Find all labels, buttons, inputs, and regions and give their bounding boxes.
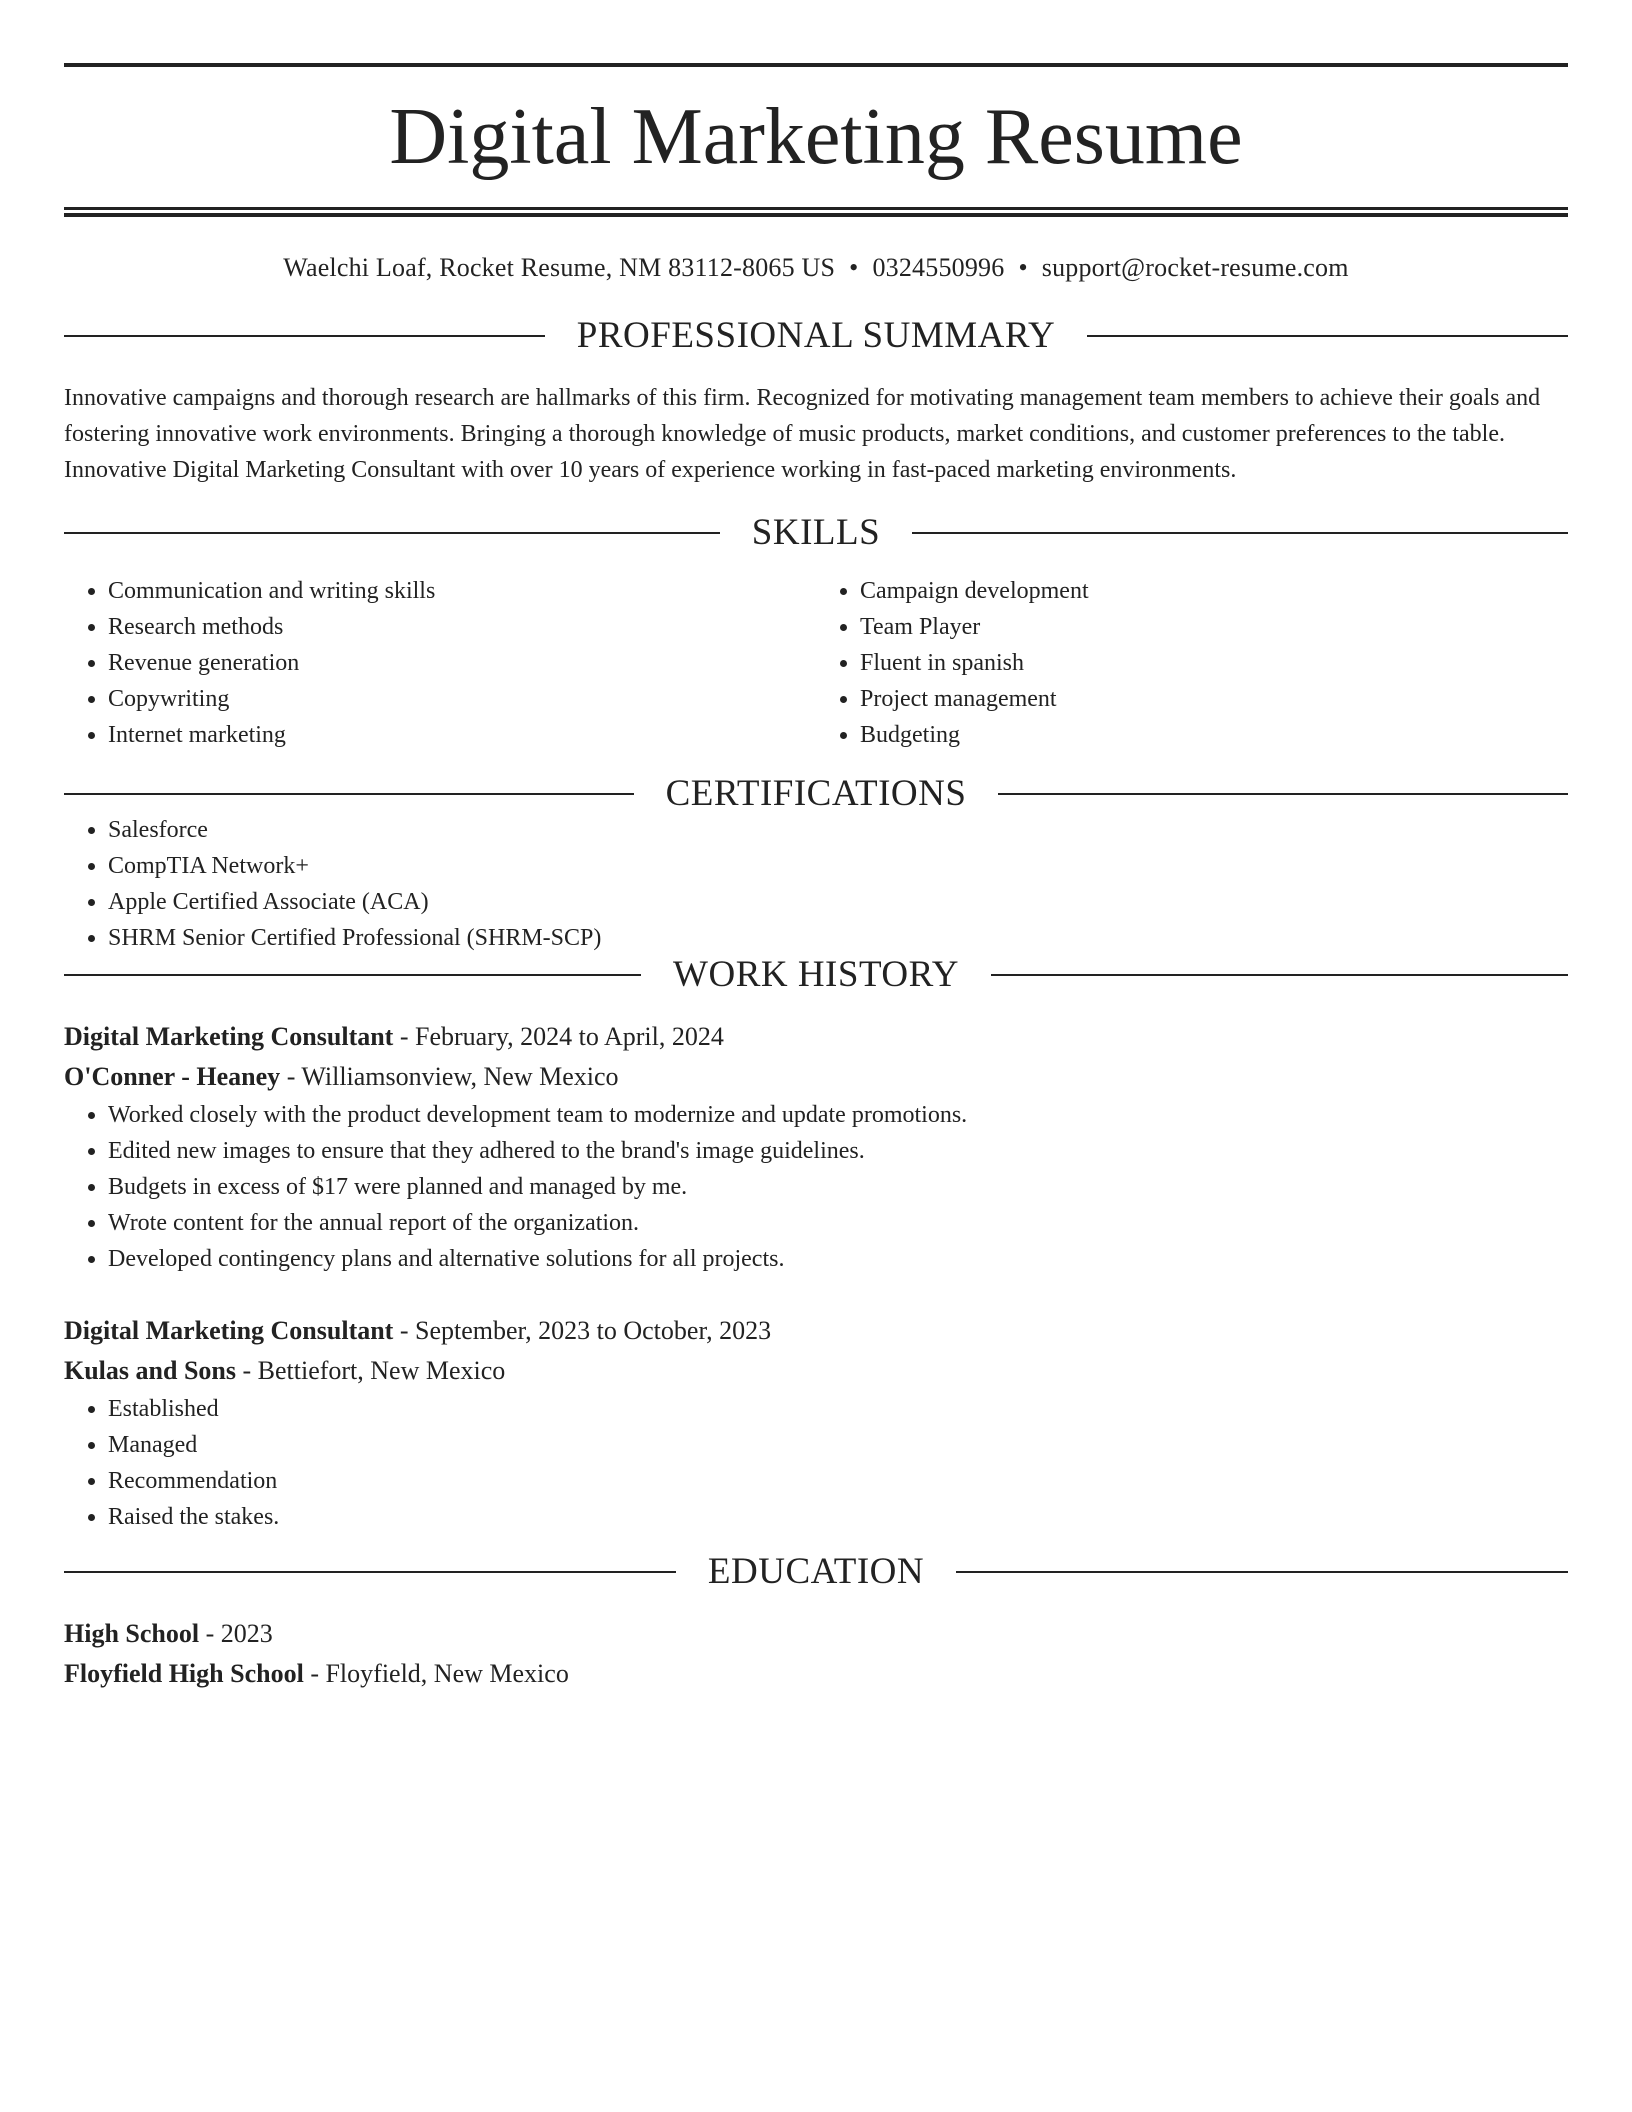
- job-company-line: [64, 1351, 1568, 1391]
- skill-item: • Internet marketing: [108, 717, 816, 753]
- job-duty: • Established: [108, 1391, 1568, 1427]
- certifications-heading-label: CERTIFICATIONS: [665, 773, 967, 814]
- contact-phone: 0324550996: [872, 253, 1005, 282]
- job-duty: • Worked closely with the product development team to modernize and update promotions.: [108, 1097, 1568, 1133]
- skill-item: • Fluent in spanish: [860, 645, 1568, 681]
- job-title-line: [64, 1311, 1568, 1351]
- job-company: O'Conner - Heaney: [64, 1062, 281, 1091]
- education-year: - 2023: [199, 1619, 273, 1648]
- heading-rule: [991, 974, 1568, 976]
- job-role: Digital Marketing Consultant: [64, 1316, 394, 1345]
- job-dates: - February, 2024 to April, 2024: [393, 1022, 724, 1051]
- heading-rule: [1087, 335, 1568, 337]
- heading-rule: [912, 532, 1568, 534]
- job-duties-list: [64, 1391, 1568, 1535]
- education-heading-label: EDUCATION: [707, 1551, 925, 1592]
- skill-item: • Communication and writing skills: [108, 573, 816, 609]
- job-duty: • Budgets in excess of $17 were planned and managed by me.: [108, 1169, 1568, 1205]
- education-entry: [64, 1614, 1568, 1694]
- certification-item: • Apple Certified Associate (ACA): [108, 884, 1568, 920]
- heading-rule: [64, 793, 634, 795]
- education-school-line: [64, 1654, 1568, 1694]
- job-location: - Williamsonview, New Mexico: [280, 1062, 619, 1091]
- education-school: Floyfield High School: [64, 1659, 304, 1688]
- certifications-list: [64, 812, 1568, 956]
- certification-item: • SHRM Senior Certified Professional (SHRM-SCP): [108, 920, 1568, 956]
- job-duty: • Recommendation: [108, 1463, 1568, 1499]
- skill-item: • Project management: [860, 681, 1568, 717]
- heading-rule: [64, 532, 720, 534]
- heading-rule: [64, 335, 545, 337]
- contact-email: support@rocket-resume.com: [1041, 253, 1349, 282]
- skill-item: • Team Player: [860, 609, 1568, 645]
- work-history-heading: [64, 956, 1568, 993]
- education-heading: [64, 1553, 1568, 1590]
- skill-item: • Campaign development: [860, 573, 1568, 609]
- work-history-heading-label: WORK HISTORY: [673, 954, 959, 995]
- job-location: - Bettiefort, New Mexico: [235, 1356, 506, 1385]
- education-degree-line: [64, 1614, 1568, 1654]
- skills-list: [64, 573, 1568, 753]
- skill-item: • Research methods: [108, 609, 816, 645]
- skills-heading: [64, 514, 1568, 551]
- skill-item: • Revenue generation: [108, 645, 816, 681]
- skills-column-left: [64, 573, 816, 753]
- contact-separator: •: [849, 253, 859, 282]
- job-duty: • Managed: [108, 1427, 1568, 1463]
- skills-column-right: [816, 573, 1568, 753]
- skill-item: • Copywriting: [108, 681, 816, 717]
- summary-text: Innovative campaigns and thorough research are hallmarks of this firm. Recognized for motivating management team members to achieve their goals and fostering innovative work environments. Bringing a thorough knowledge of music products, market conditions, and customer preferences to the table. Innovative Digital Marketing Consultant with over 10 years of experience working in fast-paced marketing environments.: [64, 385, 1541, 483]
- skill-item: • Budgeting: [860, 717, 1568, 753]
- heading-rule: [956, 1571, 1568, 1573]
- job-duty: • Edited new images to ensure that they adhered to the brand's image guidelines.: [108, 1133, 1568, 1169]
- certification-item: • Salesforce: [108, 812, 1568, 848]
- heading-rule: [998, 793, 1568, 795]
- contact-line: [64, 253, 1568, 283]
- job-duty: • Raised the stakes.: [108, 1499, 1568, 1535]
- job-title-line: [64, 1017, 1568, 1057]
- heading-rule: [64, 1571, 676, 1573]
- job-duty: • Wrote content for the annual report of the organization.: [108, 1205, 1568, 1241]
- job-role: Digital Marketing Consultant: [64, 1022, 394, 1051]
- education-location: - Floyfield, New Mexico: [303, 1659, 569, 1688]
- job-duty: • Developed contingency plans and alternative solutions for all projects.: [108, 1241, 1568, 1277]
- education-degree: High School: [64, 1619, 200, 1648]
- job-entry: [64, 1017, 1568, 1277]
- job-dates: - September, 2023 to October, 2023: [393, 1316, 772, 1345]
- certifications-heading: [64, 775, 1568, 812]
- job-company-line: [64, 1057, 1568, 1097]
- job-duties-list: [64, 1097, 1568, 1277]
- title-double-rule: [64, 207, 1568, 217]
- resume-title: Digital Marketing Resume: [389, 93, 1243, 181]
- job-entry: [64, 1311, 1568, 1535]
- certification-item: • CompTIA Network+: [108, 848, 1568, 884]
- summary-heading-label: PROFESSIONAL SUMMARY: [576, 315, 1056, 356]
- summary-heading: [64, 317, 1568, 354]
- heading-rule: [64, 974, 641, 976]
- job-company: Kulas and Sons: [64, 1356, 236, 1385]
- skills-heading-label: SKILLS: [751, 512, 881, 553]
- contact-address: Waelchi Loaf, Rocket Resume, NM 83112-8065 US: [283, 253, 836, 282]
- top-rule: [64, 63, 1568, 67]
- contact-separator: •: [1018, 253, 1028, 282]
